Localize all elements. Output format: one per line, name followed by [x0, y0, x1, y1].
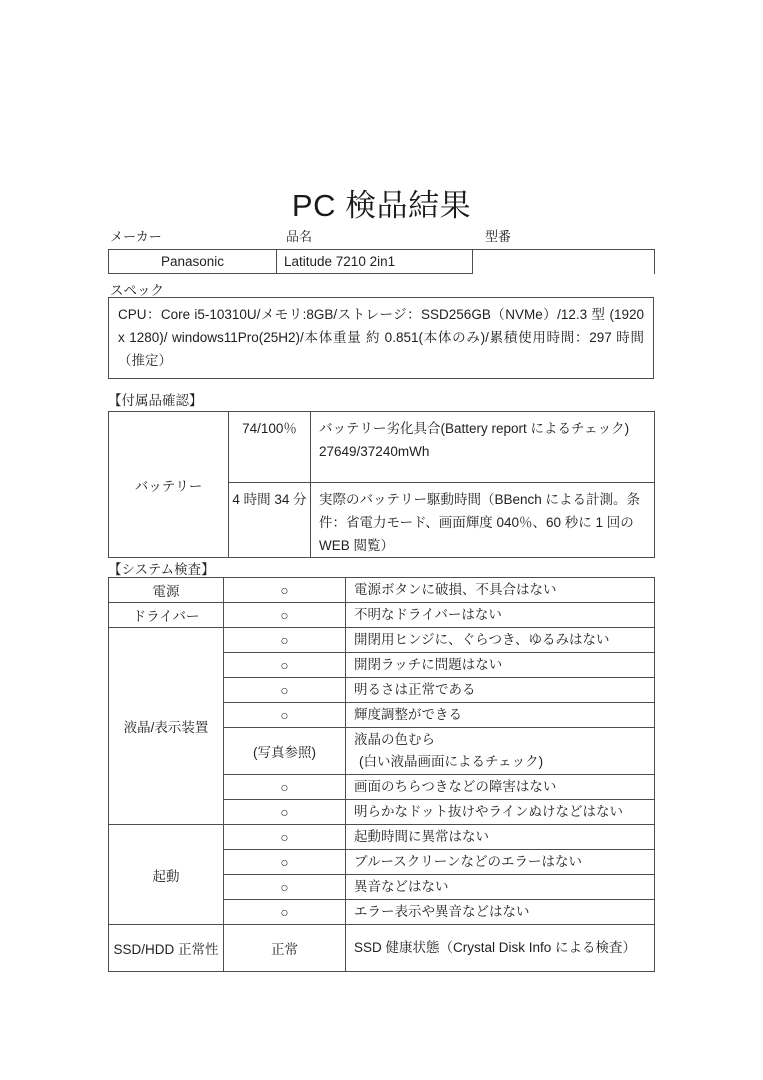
battery-health-capacity: 27649/37240mWh	[319, 444, 430, 459]
group-label-ssd: SSD/HDD 正常性	[109, 925, 224, 972]
status-cell: ○	[224, 825, 346, 850]
status-cell: ○	[224, 850, 346, 875]
product-info-table	[108, 249, 655, 274]
battery-health-desc	[311, 412, 655, 483]
battery-row-label: バッテリー	[109, 412, 229, 558]
status-cell: ○	[224, 578, 346, 603]
battery-runtime-desc: 実際のバッテリー駆動時間（BBench による計測。条件：省電力モード、画面輝度 040％、60 秒に 1 回の WEB 閲覧）	[311, 483, 655, 558]
desc-cell: ブルースクリーンなどのエラーはない	[346, 850, 655, 875]
battery-table	[108, 411, 655, 558]
desc-cell	[346, 728, 655, 775]
desc-cell: 不明なドライバーはない	[346, 603, 655, 628]
desc-line2: (白い液晶画面によるチェック)	[359, 754, 544, 769]
desc-cell: 明らかなドット抜けやラインぬけなどはない	[346, 800, 655, 825]
table-row	[109, 825, 655, 850]
group-label-power: 電源	[109, 578, 224, 603]
desc-cell: エラー表示や異音などはない	[346, 900, 655, 925]
spec-label: スペック	[110, 283, 164, 298]
maker-value: Panasonic	[109, 250, 277, 274]
desc-cell: 異音などはない	[346, 875, 655, 900]
header-labels	[108, 226, 654, 244]
accessories-section-label: 【付属品確認】	[108, 393, 203, 408]
desc-cell: 電源ボタンに破損、不具合はない	[346, 578, 655, 603]
status-cell: 正常	[224, 925, 346, 972]
status-cell: (写真参照)	[224, 728, 346, 775]
desc-cell: SSD 健康状態（Crystal Disk Info による検査）	[346, 925, 655, 972]
desc-line1: 液晶の色むら	[354, 732, 435, 747]
table-row	[109, 578, 655, 603]
table-row	[109, 250, 655, 274]
desc-cell: 明るさは正常である	[346, 678, 655, 703]
status-cell: ○	[224, 628, 346, 653]
battery-health-desc-line1: バッテリー劣化具合(Battery report によるチェック)	[319, 421, 630, 436]
desc-cell: 開閉用ヒンジに、ぐらつき、ゆるみはない	[346, 628, 655, 653]
group-label-display: 液晶/表示装置	[109, 628, 224, 825]
desc-cell: 起動時間に異常はない	[346, 825, 655, 850]
system-section-label: 【システム検査】	[108, 562, 215, 577]
status-cell: ○	[224, 678, 346, 703]
status-cell: ○	[224, 603, 346, 628]
product-name-label: 品名	[286, 229, 313, 244]
status-cell: ○	[224, 775, 346, 800]
group-label-boot: 起動	[109, 825, 224, 925]
status-cell: ○	[224, 653, 346, 678]
table-row	[109, 925, 655, 972]
status-cell: ○	[224, 875, 346, 900]
table-row	[109, 603, 655, 628]
table-row	[109, 628, 655, 653]
spec-text-box: CPU：Core i5-10310U/メモリ:8GB/ストレージ：SSD256GB（NVMe）/12.3 型 (1920 x 1280)/ windows11Pro(25H2)/本体重量 約 0.851(本体のみ)/累積使用時間：297 時間 （推定）	[108, 297, 654, 379]
model-label: 型番	[485, 229, 512, 244]
desc-cell: 輝度調整ができる	[346, 703, 655, 728]
product-name-value: Latitude 7210 2in1	[277, 250, 473, 274]
maker-label: メーカー	[110, 229, 162, 244]
battery-runtime-status: 4 時間 34 分	[229, 483, 311, 558]
model-value	[473, 250, 655, 274]
status-cell: ○	[224, 703, 346, 728]
system-inspection-table	[108, 577, 655, 972]
page-title: PC 検品結果	[291, 188, 472, 223]
desc-cell: 開閉ラッチに問題はない	[346, 653, 655, 678]
group-label-driver: ドライバー	[109, 603, 224, 628]
table-row	[109, 412, 655, 483]
status-cell: ○	[224, 800, 346, 825]
desc-cell: 画面のちらつきなどの障害はない	[346, 775, 655, 800]
battery-health-status: 74/100％	[229, 412, 311, 483]
status-cell: ○	[224, 900, 346, 925]
